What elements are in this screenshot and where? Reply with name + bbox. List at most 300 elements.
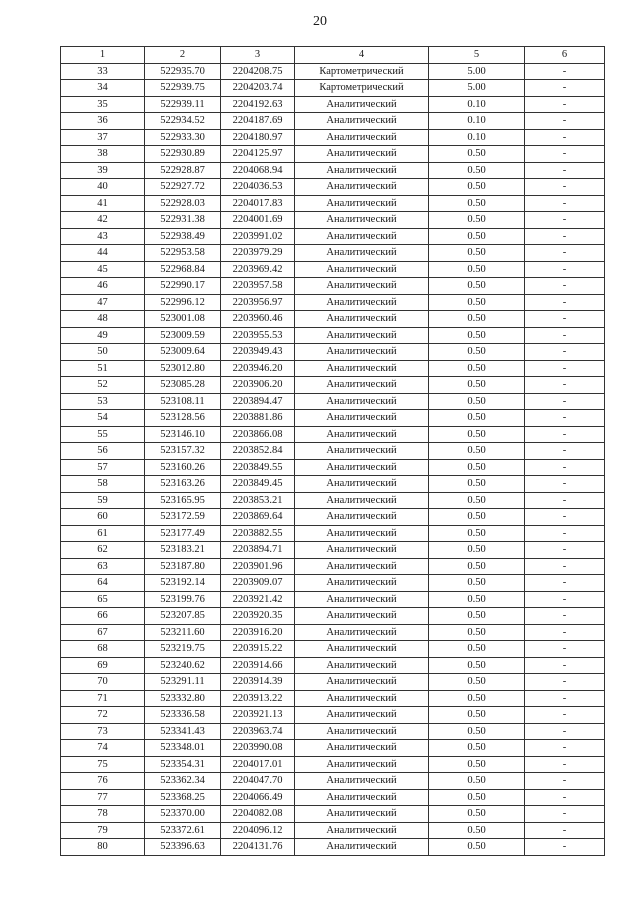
note-cell: - [525, 822, 605, 839]
table-row [61, 327, 605, 344]
x-coordinate-cell: 523362.34 [145, 773, 221, 790]
y-coordinate-cell: 2203957.58 [221, 278, 295, 295]
accuracy-cell: 0.50 [429, 575, 525, 592]
point-number-cell: 55 [61, 426, 145, 443]
note-cell: - [525, 443, 605, 460]
method-cell: Аналитический [295, 740, 429, 757]
point-number-cell: 80 [61, 839, 145, 856]
accuracy-cell: 0.50 [429, 311, 525, 328]
note-cell: - [525, 146, 605, 163]
table-row [61, 806, 605, 823]
accuracy-cell: 0.50 [429, 344, 525, 361]
method-cell: Аналитический [295, 773, 429, 790]
table-row [61, 96, 605, 113]
method-cell: Аналитический [295, 542, 429, 559]
note-cell: - [525, 311, 605, 328]
table-row [61, 146, 605, 163]
accuracy-cell: 0.50 [429, 822, 525, 839]
accuracy-cell: 0.50 [429, 443, 525, 460]
method-cell: Аналитический [295, 311, 429, 328]
accuracy-cell: 0.50 [429, 179, 525, 196]
point-number-cell: 75 [61, 756, 145, 773]
x-coordinate-cell: 522933.30 [145, 129, 221, 146]
point-number-cell: 64 [61, 575, 145, 592]
note-cell: - [525, 839, 605, 856]
table-row [61, 261, 605, 278]
x-coordinate-cell: 523108.11 [145, 393, 221, 410]
x-coordinate-cell: 523183.21 [145, 542, 221, 559]
accuracy-cell: 0.50 [429, 723, 525, 740]
point-number-cell: 47 [61, 294, 145, 311]
table-row [61, 575, 605, 592]
note-cell: - [525, 674, 605, 691]
accuracy-cell: 0.50 [429, 608, 525, 625]
point-number-cell: 34 [61, 80, 145, 97]
note-cell: - [525, 723, 605, 740]
x-coordinate-cell: 523157.32 [145, 443, 221, 460]
x-coordinate-cell: 523187.80 [145, 558, 221, 575]
point-number-cell: 43 [61, 228, 145, 245]
note-cell: - [525, 459, 605, 476]
point-number-cell: 74 [61, 740, 145, 757]
accuracy-cell: 0.50 [429, 492, 525, 509]
table-row [61, 179, 605, 196]
x-coordinate-cell: 523172.59 [145, 509, 221, 526]
note-cell: - [525, 591, 605, 608]
x-coordinate-cell: 523291.11 [145, 674, 221, 691]
note-cell: - [525, 344, 605, 361]
table-row [61, 690, 605, 707]
table-row [61, 525, 605, 542]
accuracy-cell: 0.50 [429, 377, 525, 394]
y-coordinate-cell: 2203920.35 [221, 608, 295, 625]
x-coordinate-cell: 522953.58 [145, 245, 221, 262]
method-cell: Аналитический [295, 179, 429, 196]
table-row [61, 674, 605, 691]
note-cell: - [525, 657, 605, 674]
accuracy-cell: 0.50 [429, 162, 525, 179]
table-row [61, 294, 605, 311]
accuracy-cell: 0.50 [429, 591, 525, 608]
method-cell: Аналитический [295, 113, 429, 130]
point-number-cell: 62 [61, 542, 145, 559]
accuracy-cell: 0.50 [429, 360, 525, 377]
table-row [61, 839, 605, 856]
table-row [61, 740, 605, 757]
accuracy-cell: 0.50 [429, 410, 525, 427]
y-coordinate-cell: 2203960.46 [221, 311, 295, 328]
table-row [61, 624, 605, 641]
method-cell: Аналитический [295, 839, 429, 856]
table-row [61, 195, 605, 212]
page-number: 20 [313, 14, 327, 29]
x-coordinate-cell: 523219.75 [145, 641, 221, 658]
note-cell: - [525, 80, 605, 97]
table-row [61, 129, 605, 146]
table-row [61, 509, 605, 526]
method-cell: Аналитический [295, 162, 429, 179]
note-cell: - [525, 228, 605, 245]
x-coordinate-cell: 523160.26 [145, 459, 221, 476]
accuracy-cell: 0.50 [429, 740, 525, 757]
accuracy-cell: 0.50 [429, 509, 525, 526]
method-cell: Аналитический [295, 459, 429, 476]
y-coordinate-cell: 2203949.43 [221, 344, 295, 361]
x-coordinate-cell: 523336.58 [145, 707, 221, 724]
point-number-cell: 39 [61, 162, 145, 179]
x-coordinate-cell: 522928.03 [145, 195, 221, 212]
point-number-cell: 67 [61, 624, 145, 641]
method-cell: Аналитический [295, 261, 429, 278]
x-coordinate-cell: 523211.60 [145, 624, 221, 641]
column-header: 6 [525, 47, 605, 64]
method-cell: Аналитический [295, 146, 429, 163]
point-number-cell: 69 [61, 657, 145, 674]
note-cell: - [525, 278, 605, 295]
table-row [61, 360, 605, 377]
note-cell: - [525, 773, 605, 790]
y-coordinate-cell: 2204001.69 [221, 212, 295, 229]
point-number-cell: 51 [61, 360, 145, 377]
y-coordinate-cell: 2203866.08 [221, 426, 295, 443]
column-header: 4 [295, 47, 429, 64]
y-coordinate-cell: 2203869.64 [221, 509, 295, 526]
y-coordinate-cell: 2203894.71 [221, 542, 295, 559]
table-row [61, 80, 605, 97]
x-coordinate-cell: 522939.75 [145, 80, 221, 97]
point-number-cell: 50 [61, 344, 145, 361]
x-coordinate-cell: 522935.70 [145, 63, 221, 80]
y-coordinate-cell: 2204096.12 [221, 822, 295, 839]
x-coordinate-cell: 522934.52 [145, 113, 221, 130]
note-cell: - [525, 377, 605, 394]
point-number-cell: 77 [61, 789, 145, 806]
note-cell: - [525, 245, 605, 262]
point-number-cell: 76 [61, 773, 145, 790]
table-row [61, 657, 605, 674]
point-number-cell: 38 [61, 146, 145, 163]
point-number-cell: 56 [61, 443, 145, 460]
method-cell: Аналитический [295, 608, 429, 625]
x-coordinate-cell: 523177.49 [145, 525, 221, 542]
method-cell: Аналитический [295, 278, 429, 295]
y-coordinate-cell: 2203946.20 [221, 360, 295, 377]
accuracy-cell: 0.50 [429, 146, 525, 163]
y-coordinate-cell: 2203901.96 [221, 558, 295, 575]
note-cell: - [525, 707, 605, 724]
note-cell: - [525, 542, 605, 559]
method-cell: Аналитический [295, 129, 429, 146]
note-cell: - [525, 96, 605, 113]
x-coordinate-cell: 523192.14 [145, 575, 221, 592]
x-coordinate-cell: 522996.12 [145, 294, 221, 311]
method-cell: Аналитический [295, 591, 429, 608]
point-number-cell: 42 [61, 212, 145, 229]
method-cell: Аналитический [295, 393, 429, 410]
note-cell: - [525, 294, 605, 311]
method-cell: Аналитический [295, 723, 429, 740]
method-cell: Аналитический [295, 789, 429, 806]
table-row [61, 492, 605, 509]
method-cell: Аналитический [295, 228, 429, 245]
x-coordinate-cell: 523332.80 [145, 690, 221, 707]
y-coordinate-cell: 2204017.01 [221, 756, 295, 773]
accuracy-cell: 0.50 [429, 393, 525, 410]
method-cell: Аналитический [295, 558, 429, 575]
x-coordinate-cell: 523370.00 [145, 806, 221, 823]
point-number-cell: 54 [61, 410, 145, 427]
x-coordinate-cell: 523165.95 [145, 492, 221, 509]
note-cell: - [525, 641, 605, 658]
y-coordinate-cell: 2203913.22 [221, 690, 295, 707]
y-coordinate-cell: 2203955.53 [221, 327, 295, 344]
x-coordinate-cell: 522930.89 [145, 146, 221, 163]
point-number-cell: 41 [61, 195, 145, 212]
x-coordinate-cell: 523368.25 [145, 789, 221, 806]
x-coordinate-cell: 522968.84 [145, 261, 221, 278]
y-coordinate-cell: 2204131.76 [221, 839, 295, 856]
point-number-cell: 66 [61, 608, 145, 625]
note-cell: - [525, 63, 605, 80]
accuracy-cell: 0.50 [429, 195, 525, 212]
y-coordinate-cell: 2203849.55 [221, 459, 295, 476]
method-cell: Аналитический [295, 344, 429, 361]
table-row [61, 393, 605, 410]
accuracy-cell: 0.50 [429, 327, 525, 344]
x-coordinate-cell: 523128.56 [145, 410, 221, 427]
method-cell: Картометрический [295, 80, 429, 97]
table-row [61, 410, 605, 427]
accuracy-cell: 0.50 [429, 261, 525, 278]
table-row [61, 278, 605, 295]
accuracy-cell: 0.50 [429, 212, 525, 229]
note-cell: - [525, 393, 605, 410]
y-coordinate-cell: 2204208.75 [221, 63, 295, 80]
table-row [61, 228, 605, 245]
accuracy-cell: 0.50 [429, 278, 525, 295]
point-number-cell: 35 [61, 96, 145, 113]
note-cell: - [525, 129, 605, 146]
point-number-cell: 36 [61, 113, 145, 130]
y-coordinate-cell: 2203909.07 [221, 575, 295, 592]
accuracy-cell: 0.50 [429, 641, 525, 658]
x-coordinate-cell: 523207.85 [145, 608, 221, 625]
table-header-row [61, 47, 605, 64]
y-coordinate-cell: 2203914.39 [221, 674, 295, 691]
y-coordinate-cell: 2204036.53 [221, 179, 295, 196]
note-cell: - [525, 608, 605, 625]
point-number-cell: 60 [61, 509, 145, 526]
table-row [61, 773, 605, 790]
accuracy-cell: 0.50 [429, 690, 525, 707]
y-coordinate-cell: 2203990.08 [221, 740, 295, 757]
column-header: 5 [429, 47, 525, 64]
method-cell: Аналитический [295, 195, 429, 212]
method-cell: Аналитический [295, 96, 429, 113]
y-coordinate-cell: 2204066.49 [221, 789, 295, 806]
accuracy-cell: 0.50 [429, 228, 525, 245]
x-coordinate-cell: 523240.62 [145, 657, 221, 674]
table-body [61, 63, 605, 855]
point-number-cell: 46 [61, 278, 145, 295]
accuracy-cell: 5.00 [429, 80, 525, 97]
method-cell: Аналитический [295, 212, 429, 229]
x-coordinate-cell: 523009.59 [145, 327, 221, 344]
accuracy-cell: 0.50 [429, 756, 525, 773]
method-cell: Аналитический [295, 641, 429, 658]
accuracy-cell: 0.10 [429, 113, 525, 130]
table-row [61, 542, 605, 559]
table-row [61, 113, 605, 130]
method-cell: Аналитический [295, 525, 429, 542]
method-cell: Аналитический [295, 624, 429, 641]
table-row [61, 212, 605, 229]
x-coordinate-cell: 523199.76 [145, 591, 221, 608]
y-coordinate-cell: 2203881.86 [221, 410, 295, 427]
column-header: 2 [145, 47, 221, 64]
accuracy-cell: 0.50 [429, 525, 525, 542]
x-coordinate-cell: 522938.49 [145, 228, 221, 245]
point-number-cell: 52 [61, 377, 145, 394]
y-coordinate-cell: 2204068.94 [221, 162, 295, 179]
y-coordinate-cell: 2204187.69 [221, 113, 295, 130]
x-coordinate-cell: 523354.31 [145, 756, 221, 773]
point-number-cell: 65 [61, 591, 145, 608]
table-row [61, 377, 605, 394]
note-cell: - [525, 525, 605, 542]
method-cell: Аналитический [295, 657, 429, 674]
point-number-cell: 44 [61, 245, 145, 262]
y-coordinate-cell: 2203849.45 [221, 476, 295, 493]
column-header: 3 [221, 47, 295, 64]
note-cell: - [525, 360, 605, 377]
method-cell: Аналитический [295, 806, 429, 823]
x-coordinate-cell: 523146.10 [145, 426, 221, 443]
method-cell: Аналитический [295, 443, 429, 460]
method-cell: Аналитический [295, 707, 429, 724]
note-cell: - [525, 327, 605, 344]
table-row [61, 591, 605, 608]
point-number-cell: 57 [61, 459, 145, 476]
method-cell: Аналитический [295, 426, 429, 443]
y-coordinate-cell: 2203853.21 [221, 492, 295, 509]
method-cell: Аналитический [295, 410, 429, 427]
x-coordinate-cell: 523085.28 [145, 377, 221, 394]
accuracy-cell: 0.50 [429, 245, 525, 262]
note-cell: - [525, 113, 605, 130]
note-cell: - [525, 509, 605, 526]
note-cell: - [525, 476, 605, 493]
y-coordinate-cell: 2203916.20 [221, 624, 295, 641]
table-row [61, 558, 605, 575]
point-number-cell: 79 [61, 822, 145, 839]
point-number-cell: 49 [61, 327, 145, 344]
table-row [61, 822, 605, 839]
accuracy-cell: 0.50 [429, 839, 525, 856]
y-coordinate-cell: 2203979.29 [221, 245, 295, 262]
x-coordinate-cell: 522939.11 [145, 96, 221, 113]
x-coordinate-cell: 523396.63 [145, 839, 221, 856]
y-coordinate-cell: 2204082.08 [221, 806, 295, 823]
y-coordinate-cell: 2203969.42 [221, 261, 295, 278]
note-cell: - [525, 575, 605, 592]
point-number-cell: 33 [61, 63, 145, 80]
method-cell: Аналитический [295, 492, 429, 509]
note-cell: - [525, 806, 605, 823]
table-row [61, 707, 605, 724]
point-number-cell: 61 [61, 525, 145, 542]
method-cell: Аналитический [295, 822, 429, 839]
y-coordinate-cell: 2203882.55 [221, 525, 295, 542]
accuracy-cell: 0.50 [429, 426, 525, 443]
point-number-cell: 71 [61, 690, 145, 707]
point-number-cell: 72 [61, 707, 145, 724]
coordinates-table [60, 46, 605, 856]
point-number-cell: 78 [61, 806, 145, 823]
note-cell: - [525, 492, 605, 509]
method-cell: Аналитический [295, 327, 429, 344]
note-cell: - [525, 789, 605, 806]
accuracy-cell: 0.50 [429, 624, 525, 641]
y-coordinate-cell: 2203914.66 [221, 657, 295, 674]
method-cell: Аналитический [295, 575, 429, 592]
y-coordinate-cell: 2204047.70 [221, 773, 295, 790]
table-row [61, 756, 605, 773]
x-coordinate-cell: 523341.43 [145, 723, 221, 740]
table-row [61, 311, 605, 328]
x-coordinate-cell: 523348.01 [145, 740, 221, 757]
y-coordinate-cell: 2203894.47 [221, 393, 295, 410]
accuracy-cell: 0.50 [429, 789, 525, 806]
accuracy-cell: 0.50 [429, 294, 525, 311]
point-number-cell: 58 [61, 476, 145, 493]
y-coordinate-cell: 2204203.74 [221, 80, 295, 97]
table-row [61, 789, 605, 806]
x-coordinate-cell: 522990.17 [145, 278, 221, 295]
table-row [61, 459, 605, 476]
note-cell: - [525, 179, 605, 196]
note-cell: - [525, 410, 605, 427]
y-coordinate-cell: 2203906.20 [221, 377, 295, 394]
table-row [61, 608, 605, 625]
accuracy-cell: 0.10 [429, 129, 525, 146]
note-cell: - [525, 195, 605, 212]
table-row [61, 443, 605, 460]
point-number-cell: 59 [61, 492, 145, 509]
method-cell: Аналитический [295, 674, 429, 691]
y-coordinate-cell: 2203921.42 [221, 591, 295, 608]
point-number-cell: 53 [61, 393, 145, 410]
y-coordinate-cell: 2203956.97 [221, 294, 295, 311]
point-number-cell: 68 [61, 641, 145, 658]
point-number-cell: 73 [61, 723, 145, 740]
accuracy-cell: 0.50 [429, 542, 525, 559]
y-coordinate-cell: 2203915.22 [221, 641, 295, 658]
point-number-cell: 40 [61, 179, 145, 196]
accuracy-cell: 0.50 [429, 806, 525, 823]
note-cell: - [525, 162, 605, 179]
y-coordinate-cell: 2203921.13 [221, 707, 295, 724]
accuracy-cell: 0.50 [429, 558, 525, 575]
table-row [61, 162, 605, 179]
table-row [61, 476, 605, 493]
x-coordinate-cell: 523012.80 [145, 360, 221, 377]
x-coordinate-cell: 522931.38 [145, 212, 221, 229]
accuracy-cell: 0.50 [429, 459, 525, 476]
y-coordinate-cell: 2203852.84 [221, 443, 295, 460]
point-number-cell: 45 [61, 261, 145, 278]
x-coordinate-cell: 523372.61 [145, 822, 221, 839]
